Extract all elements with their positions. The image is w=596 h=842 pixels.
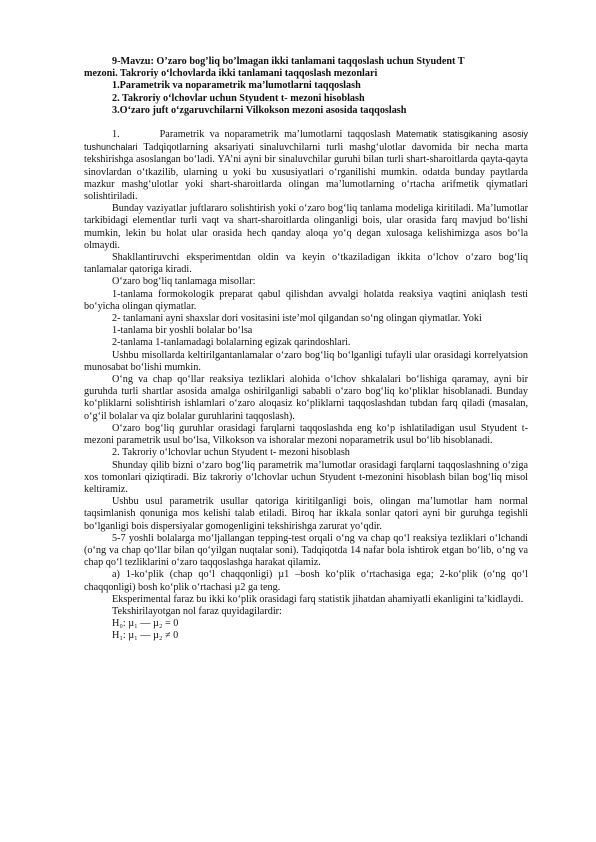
paragraph-17: Eksperimental faraz bu ikki ko‘plik orasidagi farq statistik jihatdan ahamiyatli ekanligini ta’kidlaydi. [112, 593, 524, 605]
paragraph-2: Bunday vaziyatlar juftlararo solishtirish yoki o‘zaro bog‘liq tanlama modeliga kiritiladi. Ma’lumotlar tarkibidagi elementlar turli vaqt va shart-sharoitlarda olinganligi bois, ular orasida farq mavjud bo‘lishi mumkin, lekin bu holat ular orasida hech qanday aloqa yo‘q degan xulosaga kelishimizga asos bo‘la olmaydi. [84, 203, 528, 251]
paragraph-4: O‘zaro bog‘liq tanlamaga misollar: [112, 276, 256, 288]
document-page [84, 56, 528, 643]
alternative-hypothesis: H₁: µ₁ — µ₂ ≠ 0 [112, 630, 179, 642]
document-title [84, 56, 528, 68]
paragraph-10: O‘ng va chap qo‘llar reaksiya tezliklari alohida o‘lchov shkalalari bo‘lishiga qaramay, ayni bir guruhda turli shartlar asosida amalga oshirilganligi sababli o‘zaro bog‘liq ko‘pliklar hisoblanadi. Bunday ko‘pliklarni solishtirish ishlamlari o‘zaro aloqasiz ko‘pliklarni taqqoslashdan tubdan farq qiladi (masalan, o‘g‘il bolalar va qiz bolalar guruhlarini taqqoslash). [84, 374, 528, 422]
paragraph-14: Ushbu usul parametrik usullar qatoriga kiritilganligi bois, olingan ma’lumotlar ham normal taqsimlanish qonuniga mos kelishi talab etiladi. Biroq har ikkala sonlar qatori ayni bir guruhga tegishli bo‘lganligi bois dispersiyalar gomogenligini tekshirishga zarurat yo‘qdir. [84, 496, 528, 532]
paragraph-8: 2-tanlama 1-tanlamadagi bolalarning egizak qarindoshlari. [112, 337, 351, 349]
topic-item-1: 1.Parametrik va noparametrik ma’lumotlarni taqqoslash [112, 80, 361, 92]
title-line-2: mezoni. Takroriy o‘lchovlarda ikki tanlamani taqqoslash mezonlari [84, 68, 378, 80]
paragraph-11: O‘zaro bog‘liq guruhlar orasidagi farqlarni taqqoslashda eng ko‘p ishlatiladigan usul Styudent t-mezoni parametrik usul bo‘lsa, Vilkokson va ishoralar mezoni noparametrik usul bo‘lib hisoblanadi. [84, 422, 528, 447]
paragraph-18: Tekshirilayotgan nol faraz quyidagilardir: [112, 605, 282, 617]
section-2-heading: 2. Takroriy o‘lchovlar uchun Styudent t- mezoni hisoblash [112, 447, 350, 459]
paragraph-13: Shunday qilib bizni o‘zaro bog‘liq parametrik ma’lumotlar orasidagi farqlarni taqqoslashning o‘ziga xos tomonlari qiziqtiradi. Biz takroriy o‘lchovlar uchun Styudent t-mezonini hisoblash bilan bog‘liq misol keltiramiz. [84, 459, 528, 495]
topic-item-2: 2. Takroriy o‘lchovlar uchun Styudent t- mezoni hisoblash [112, 92, 365, 104]
paragraph-1 [84, 128, 528, 203]
topic-list [84, 80, 528, 117]
paragraph-5: 1-tanlama formokologik preparat qabul qilishdan avvalgi holatda reaksiya vaqtini aniqlash testi bo‘yicha olingan qiymatlar. [84, 288, 528, 312]
paragraph-6: 2- tanlamani ayni shaxslar dori vositasini iste’mol qilgandan so‘ng olingan qiymatlar. Yoki [112, 313, 482, 325]
topic-item-3: 3.O‘zaro juft o‘zgaruvchilarni Vilkokson mezoni asosida taqqoslash [112, 104, 407, 116]
paragraph-15: 5-7 yoshli bolalarga mo‘ljallangan tepping-test orqali o‘ng va chap qo‘l reaksiya tezliklari o‘lchandi (o‘ng va chap qo‘llar bilan qo‘yilgan nuqtalar soni). Tadqiqotda 14 nafar bola ishtirok etgan bo‘lib, o‘ng va chap qo‘l tezliklarini o‘zaro taqqoslashga harakat qilamiz. [84, 532, 528, 569]
paragraph-7: 1-tanlama bir yoshli bolalar bo‘lsa [112, 325, 253, 337]
null-hypothesis: H₀: µ₁ — µ₂ = 0 [112, 618, 179, 630]
section-number: 1. [112, 129, 120, 141]
title-line-1: 9-Mavzu: O’zaro bog’liq bo’lmagan ikki tanlamani taqqoslash uchun Styudent T [112, 56, 465, 67]
paragraph-3: Shakllantiruvchi eksperimentdan oldin va keyin o‘tkaziladigan ikkita o‘lchov o‘zaro bog‘liq tanlamalar qatoriga kiradi. [84, 252, 528, 276]
paragraph-9: Ushbu misollarda keltirilgantanlamalar o‘zaro bog‘liq bo‘lganligi tufayli ular orasidagi korrelyatsion munosabat bo‘lishi mumkin. [84, 349, 528, 373]
sans-phrase: Matematik statisgikaning asosiy tushunchalari [84, 129, 528, 153]
paragraph-1-body: Tadqiqotlarning aksariyati sinaluvchilarni turli mashg‘ulotlar davomida bir necha marta tekshirishga asoslangan bo‘ladi. YA’ni ayni bir sinaluvchilar guruhi bilan turli shart-sharoitlarda qayta-qayta sinovlardan o‘tkazilib, ularning u yoki bu xususiyatlari o‘rganilishi mumkin. odatda bunday paytlarda mazkur mashg‘ulotlar yoki shart-sharoitlarda olingan ma’lumotlarning o‘rtacha arifmetik qiymatlari solishtiriladi. [84, 142, 528, 203]
paragraph-16: a) 1-ko‘plik (chap qo‘l chaqqonligi) µ1 –bosh ko‘plik o‘rtachasiga ega; 2-ko‘plik (o‘ng qo‘l chaqqonligi) bosh ko‘plik o‘rtachasi µ2 ga teng. [84, 569, 528, 593]
section-heading-inline: Parametrik va noparametrik ma’lumotlarni taqqoslash [159, 129, 391, 141]
